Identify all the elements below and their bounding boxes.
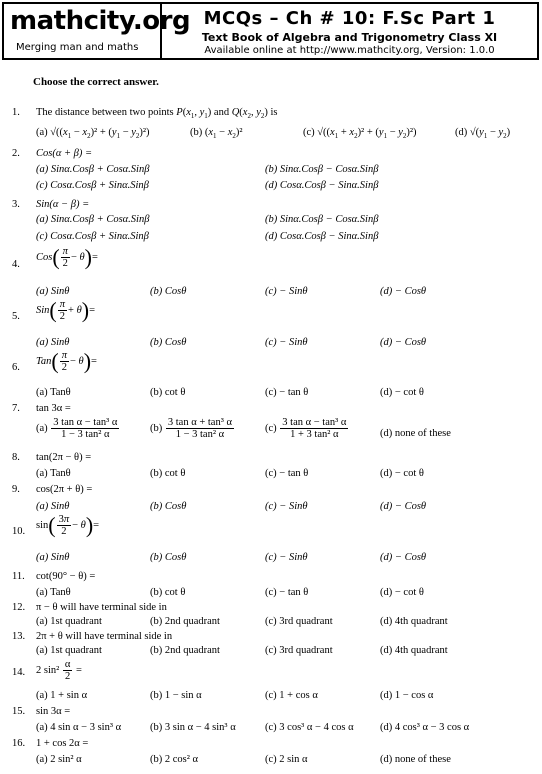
option-b[interactable]: (b) $\frac{\text{3 tan α + tan³ α}}{\text{1 − 3 tan² α}}$ xyxy=(150,417,232,440)
question-text: sin 3α = xyxy=(36,706,71,717)
option-b[interactable]: (b) cot θ xyxy=(150,387,186,398)
option-a[interactable]: (a) Sinθ xyxy=(36,286,70,297)
question-text: π − θ will have terminal side in xyxy=(36,602,167,613)
option-a[interactable]: (a) 4 sin α − 3 sin³ α xyxy=(36,722,122,733)
page-header xyxy=(2,2,539,60)
option-d[interactable]: (d) 4th quadrant xyxy=(380,645,448,656)
option-d[interactable]: (d) − cot θ xyxy=(380,587,424,598)
question-text: cos(2π + θ) = xyxy=(36,484,93,495)
question-number: 15. xyxy=(12,706,26,717)
option-c[interactable]: (c) 1 + cos α xyxy=(265,690,318,701)
option-a[interactable]: (a) $√((x_1 - x_2)^2 + (y_1 - y_2)^2)$ xyxy=(36,127,150,141)
question-text: Sin( $\frac{\pi}{2}$ + θ)= xyxy=(36,297,95,323)
option-c[interactable]: (c) 3rd quadrant xyxy=(265,616,333,627)
page-title: MCQs – Ch # 10: F.Sc Part 1 xyxy=(203,8,496,29)
option-c[interactable]: (c) − tan θ xyxy=(265,468,309,479)
option-b[interactable]: (b) 2nd quadrant xyxy=(150,645,220,656)
option-b[interactable]: (b) Sinα.Cosβ − Cosα.Sinβ xyxy=(265,164,379,175)
option-b[interactable]: (b) Cosθ xyxy=(150,552,187,563)
option-d[interactable]: (d) $√(y_1 - y_2)$ xyxy=(455,127,511,141)
question-number: 8. xyxy=(12,452,20,463)
question-text: Cos( $\frac{\pi}{2}$ − θ)= xyxy=(36,244,98,270)
option-b[interactable]: (b) 2 cos² α xyxy=(150,754,199,765)
option-d[interactable]: (d) 4th quadrant xyxy=(380,616,448,627)
question-number: 4. xyxy=(12,259,20,270)
question-text: 2π + θ will have terminal side in xyxy=(36,631,173,642)
option-d[interactable]: (d) − cot θ xyxy=(380,468,424,479)
question-text: The distance between two points $P(x_1$, $y_1$) and $Q(x_2$, $y_2$) is xyxy=(36,107,278,121)
option-a[interactable]: (a) Sinθ xyxy=(36,501,70,512)
question-text: 2 sin² $\frac{\alpha}{2}$ = xyxy=(36,659,82,682)
question-number: 13. xyxy=(12,631,26,642)
question-number: 9. xyxy=(12,484,20,495)
book-title: Text Book of Algebra and Trigonometry Class XI xyxy=(201,31,498,44)
option-a[interactable]: (a) 2 sin² α xyxy=(36,754,82,765)
logo-title: mathcity.org xyxy=(10,6,191,36)
option-c[interactable]: (c) − Sinθ xyxy=(265,501,308,512)
option-a[interactable]: (a) 1st quadrant xyxy=(36,645,102,656)
option-d[interactable]: (d) none of these xyxy=(380,754,451,765)
option-c[interactable]: (c) − tan θ xyxy=(265,587,309,598)
question-text: Tan( $\frac{\pi}{2}$ − θ)= xyxy=(36,348,97,374)
option-c[interactable]: (c) $√((x_1 + x_2)^2 + (y_1 - y_2)^2)$ xyxy=(303,127,417,141)
question-number: 14. xyxy=(12,667,26,678)
option-a[interactable]: (a) Sinθ xyxy=(36,552,70,563)
header-info xyxy=(162,4,537,58)
question-text: cot(90° − θ) = xyxy=(36,571,96,582)
option-b[interactable]: (b) Cosθ xyxy=(150,337,187,348)
logo-subtitle: Merging man and maths xyxy=(16,42,139,53)
option-d[interactable]: (d) Cosα.Cosβ − Sinα.Sinβ xyxy=(265,180,379,191)
option-d[interactable]: (d) 1 − cos α xyxy=(380,690,434,701)
option-a[interactable]: (a) Sinθ xyxy=(36,337,70,348)
option-a[interactable]: (a) 1st quadrant xyxy=(36,616,102,627)
option-d[interactable]: (d) 4 cos³ α − 3 cos α xyxy=(380,722,470,733)
option-c[interactable]: (c) − tan θ xyxy=(265,387,309,398)
question-text: sin( $\frac{3\pi}{2}$ − θ)= xyxy=(36,512,100,538)
option-c[interactable]: (c) Cosα.Cosβ + Sinα.Sinβ xyxy=(36,231,149,242)
option-d[interactable]: (d) − Cosθ xyxy=(380,337,427,348)
question-number: 7. xyxy=(12,403,20,414)
option-c[interactable]: (c) 3rd quadrant xyxy=(265,645,333,656)
option-a[interactable]: (a) Tanθ xyxy=(36,587,71,598)
option-b[interactable]: (b) Sinα.Cosβ − Cosα.Sinβ xyxy=(265,214,379,225)
option-a[interactable]: (a) Tanθ xyxy=(36,387,71,398)
question-number: 10. xyxy=(12,526,26,537)
option-c[interactable]: (c) 2 sin α xyxy=(265,754,308,765)
option-c[interactable]: (c) − Sinθ xyxy=(265,552,308,563)
question-number: 12. xyxy=(12,602,26,613)
option-a[interactable]: (a) Sinα.Cosβ + Cosα.Sinβ xyxy=(36,164,150,175)
option-d[interactable]: (d) − Cosθ xyxy=(380,286,427,297)
option-b[interactable]: (b) 2nd quadrant xyxy=(150,616,220,627)
option-b[interactable]: (b) Cosθ xyxy=(150,501,187,512)
question-text: tan 3α = xyxy=(36,403,71,414)
option-a[interactable]: (a) 1 + sin α xyxy=(36,690,88,701)
instruction: Choose the correct answer. xyxy=(33,76,159,88)
question-number: 16. xyxy=(12,738,26,749)
option-b[interactable]: (b) $(x_1 - x_2)^2$ xyxy=(190,127,243,141)
option-b[interactable]: (b) 1 − sin α xyxy=(150,690,202,701)
option-c[interactable]: (c) − Sinθ xyxy=(265,286,308,297)
question-text: 1 + cos 2α = xyxy=(36,738,89,749)
option-d[interactable]: (d) Cosα.Cosβ − Sinα.Sinβ xyxy=(265,231,379,242)
online-note: Available online at http://www.mathcity.org, Version: 1.0.0 xyxy=(204,45,495,56)
option-b[interactable]: (b) cot θ xyxy=(150,468,186,479)
option-b[interactable]: (b) cot θ xyxy=(150,587,186,598)
option-b[interactable]: (b) 3 sin α − 4 sin³ α xyxy=(150,722,236,733)
option-a[interactable]: (a) Tanθ xyxy=(36,468,71,479)
option-c[interactable]: (c) $\frac{\text{3 tan α − tan³ α}}{\text{1 + 3 tan² α}}$ xyxy=(265,417,347,440)
question-number: 2. xyxy=(12,148,20,159)
question-number: 5. xyxy=(12,311,20,322)
option-b[interactable]: (b) Cosθ xyxy=(150,286,187,297)
option-d[interactable]: (d) none of these xyxy=(380,428,451,439)
question-text: Sin(α − β) = xyxy=(36,199,90,210)
option-c[interactable]: (c) 3 cos³ α − 4 cos α xyxy=(265,722,354,733)
question-number: 3. xyxy=(12,199,20,210)
option-a[interactable]: (a) $\frac{\text{3 tan α − tan³ α}}{\text{1 − 3 tan² α}}$ xyxy=(36,417,118,440)
question-number: 11. xyxy=(12,571,25,582)
option-c[interactable]: (c) − Sinθ xyxy=(265,337,308,348)
option-d[interactable]: (d) − Cosθ xyxy=(380,501,427,512)
question-number: 6. xyxy=(12,362,20,373)
option-d[interactable]: (d) − Cosθ xyxy=(380,552,427,563)
option-a[interactable]: (a) Sinα.Cosβ + Cosα.Sinβ xyxy=(36,214,150,225)
question-number: 1. xyxy=(12,107,20,118)
option-c[interactable]: (c) Cosα.Cosβ + Sinα.Sinβ xyxy=(36,180,149,191)
question-text: Cos(α + β) = xyxy=(36,148,93,159)
option-d[interactable]: (d) − cot θ xyxy=(380,387,424,398)
logo xyxy=(4,4,191,58)
question-text: tan(2π − θ) = xyxy=(36,452,92,463)
